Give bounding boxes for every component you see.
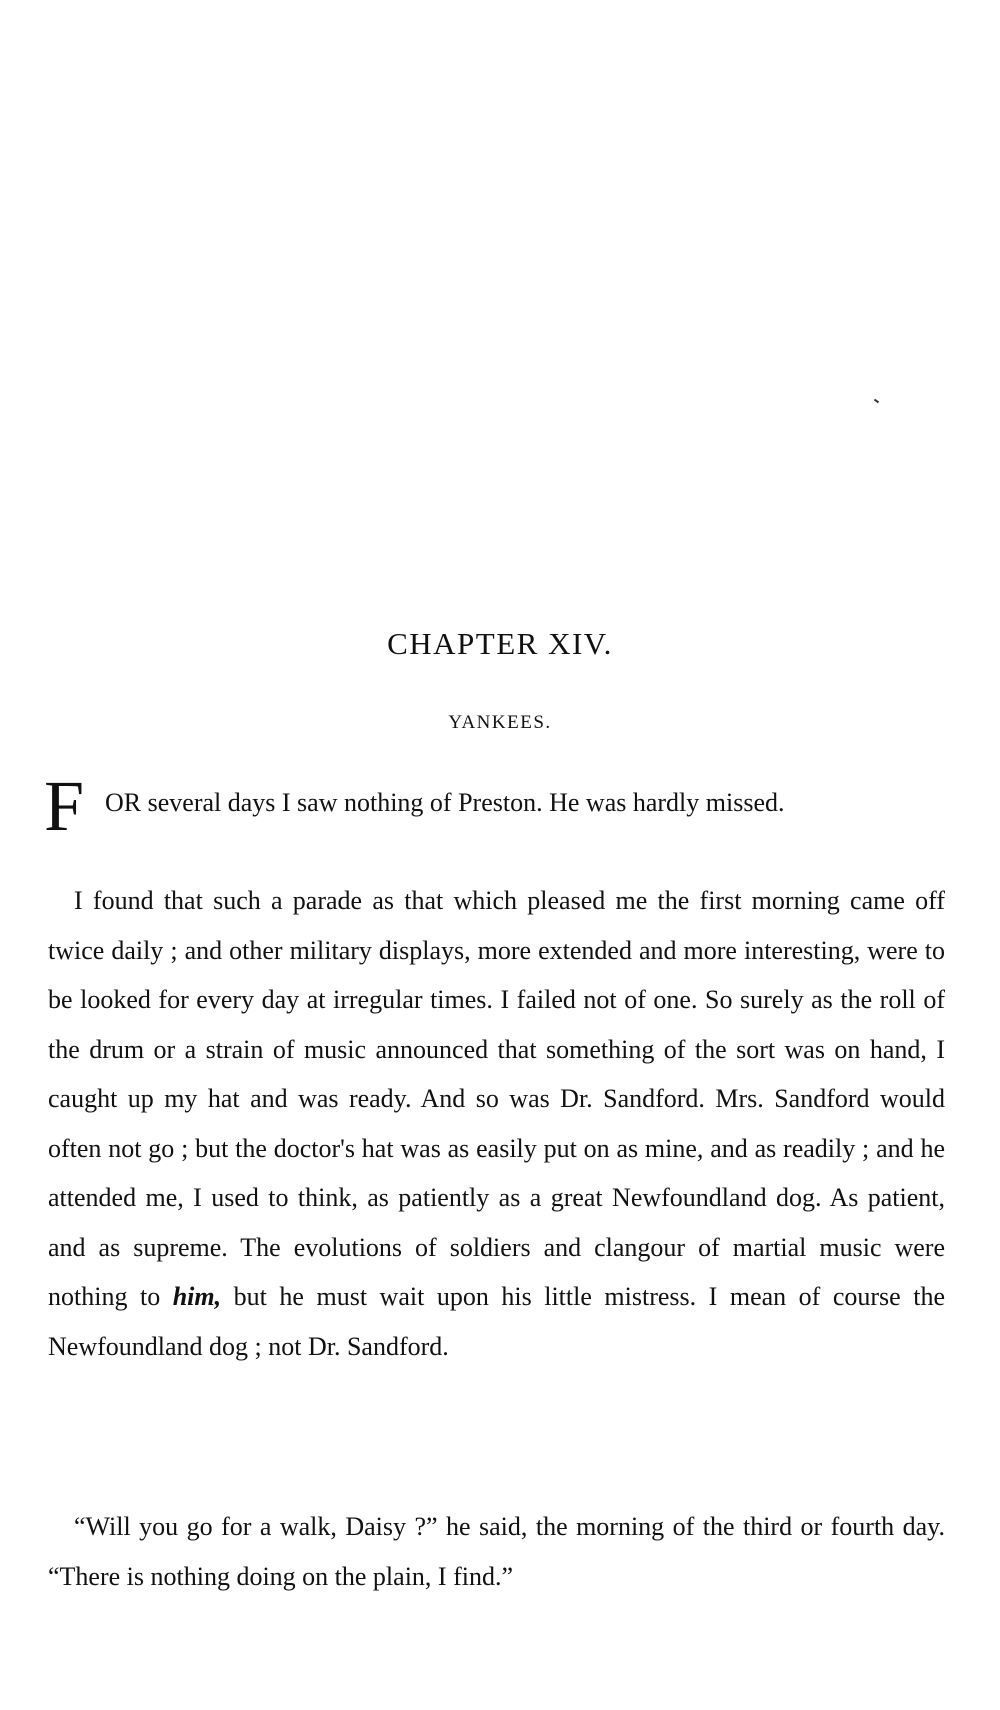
body-paragraph-walk: “Will you go for a walk, Daisy ?” he said, the morning of the third or fourth day. “There is nothing doing on the plain, I find.” [48, 1512, 945, 1591]
scan-speck [874, 399, 879, 404]
paragraph-text: but he must wait upon his little mistress. I mean of course the Newfoundland dog ; not Dr. Sandford. [48, 1282, 945, 1361]
drop-cap-letter: F [44, 766, 85, 846]
chapter-subtitle: YANKEES. [448, 712, 552, 733]
opening-paragraph: OR several days I saw nothing of Preston. He was hardly missed. [105, 788, 785, 817]
paragraph-text: I found that such a parade as that which pleased me the first morning came off twice daily ; and other military displays, more extended and more interesting, were to be looked for every day at irregular times. I failed not of one. So surely as the roll of the drum or a strain of music announced that something of the sort was on hand, I caught up my hat and was ready. And so was Dr. Sandford. Mrs. Sandford would often not go ; but the doctor's hat was as easily put on as mine, and as readily ; and he attended me, I used to think, as patiently as a great Newfoundland dog. As patient, and as supreme. The evolutions of soldiers and clangour of martial music were nothing to [48, 886, 945, 1311]
emphasized-word: him, [172, 1282, 222, 1311]
body-paragraph-parade [48, 876, 945, 1371]
chapter-title: CHAPTER XIV. [387, 626, 613, 661]
